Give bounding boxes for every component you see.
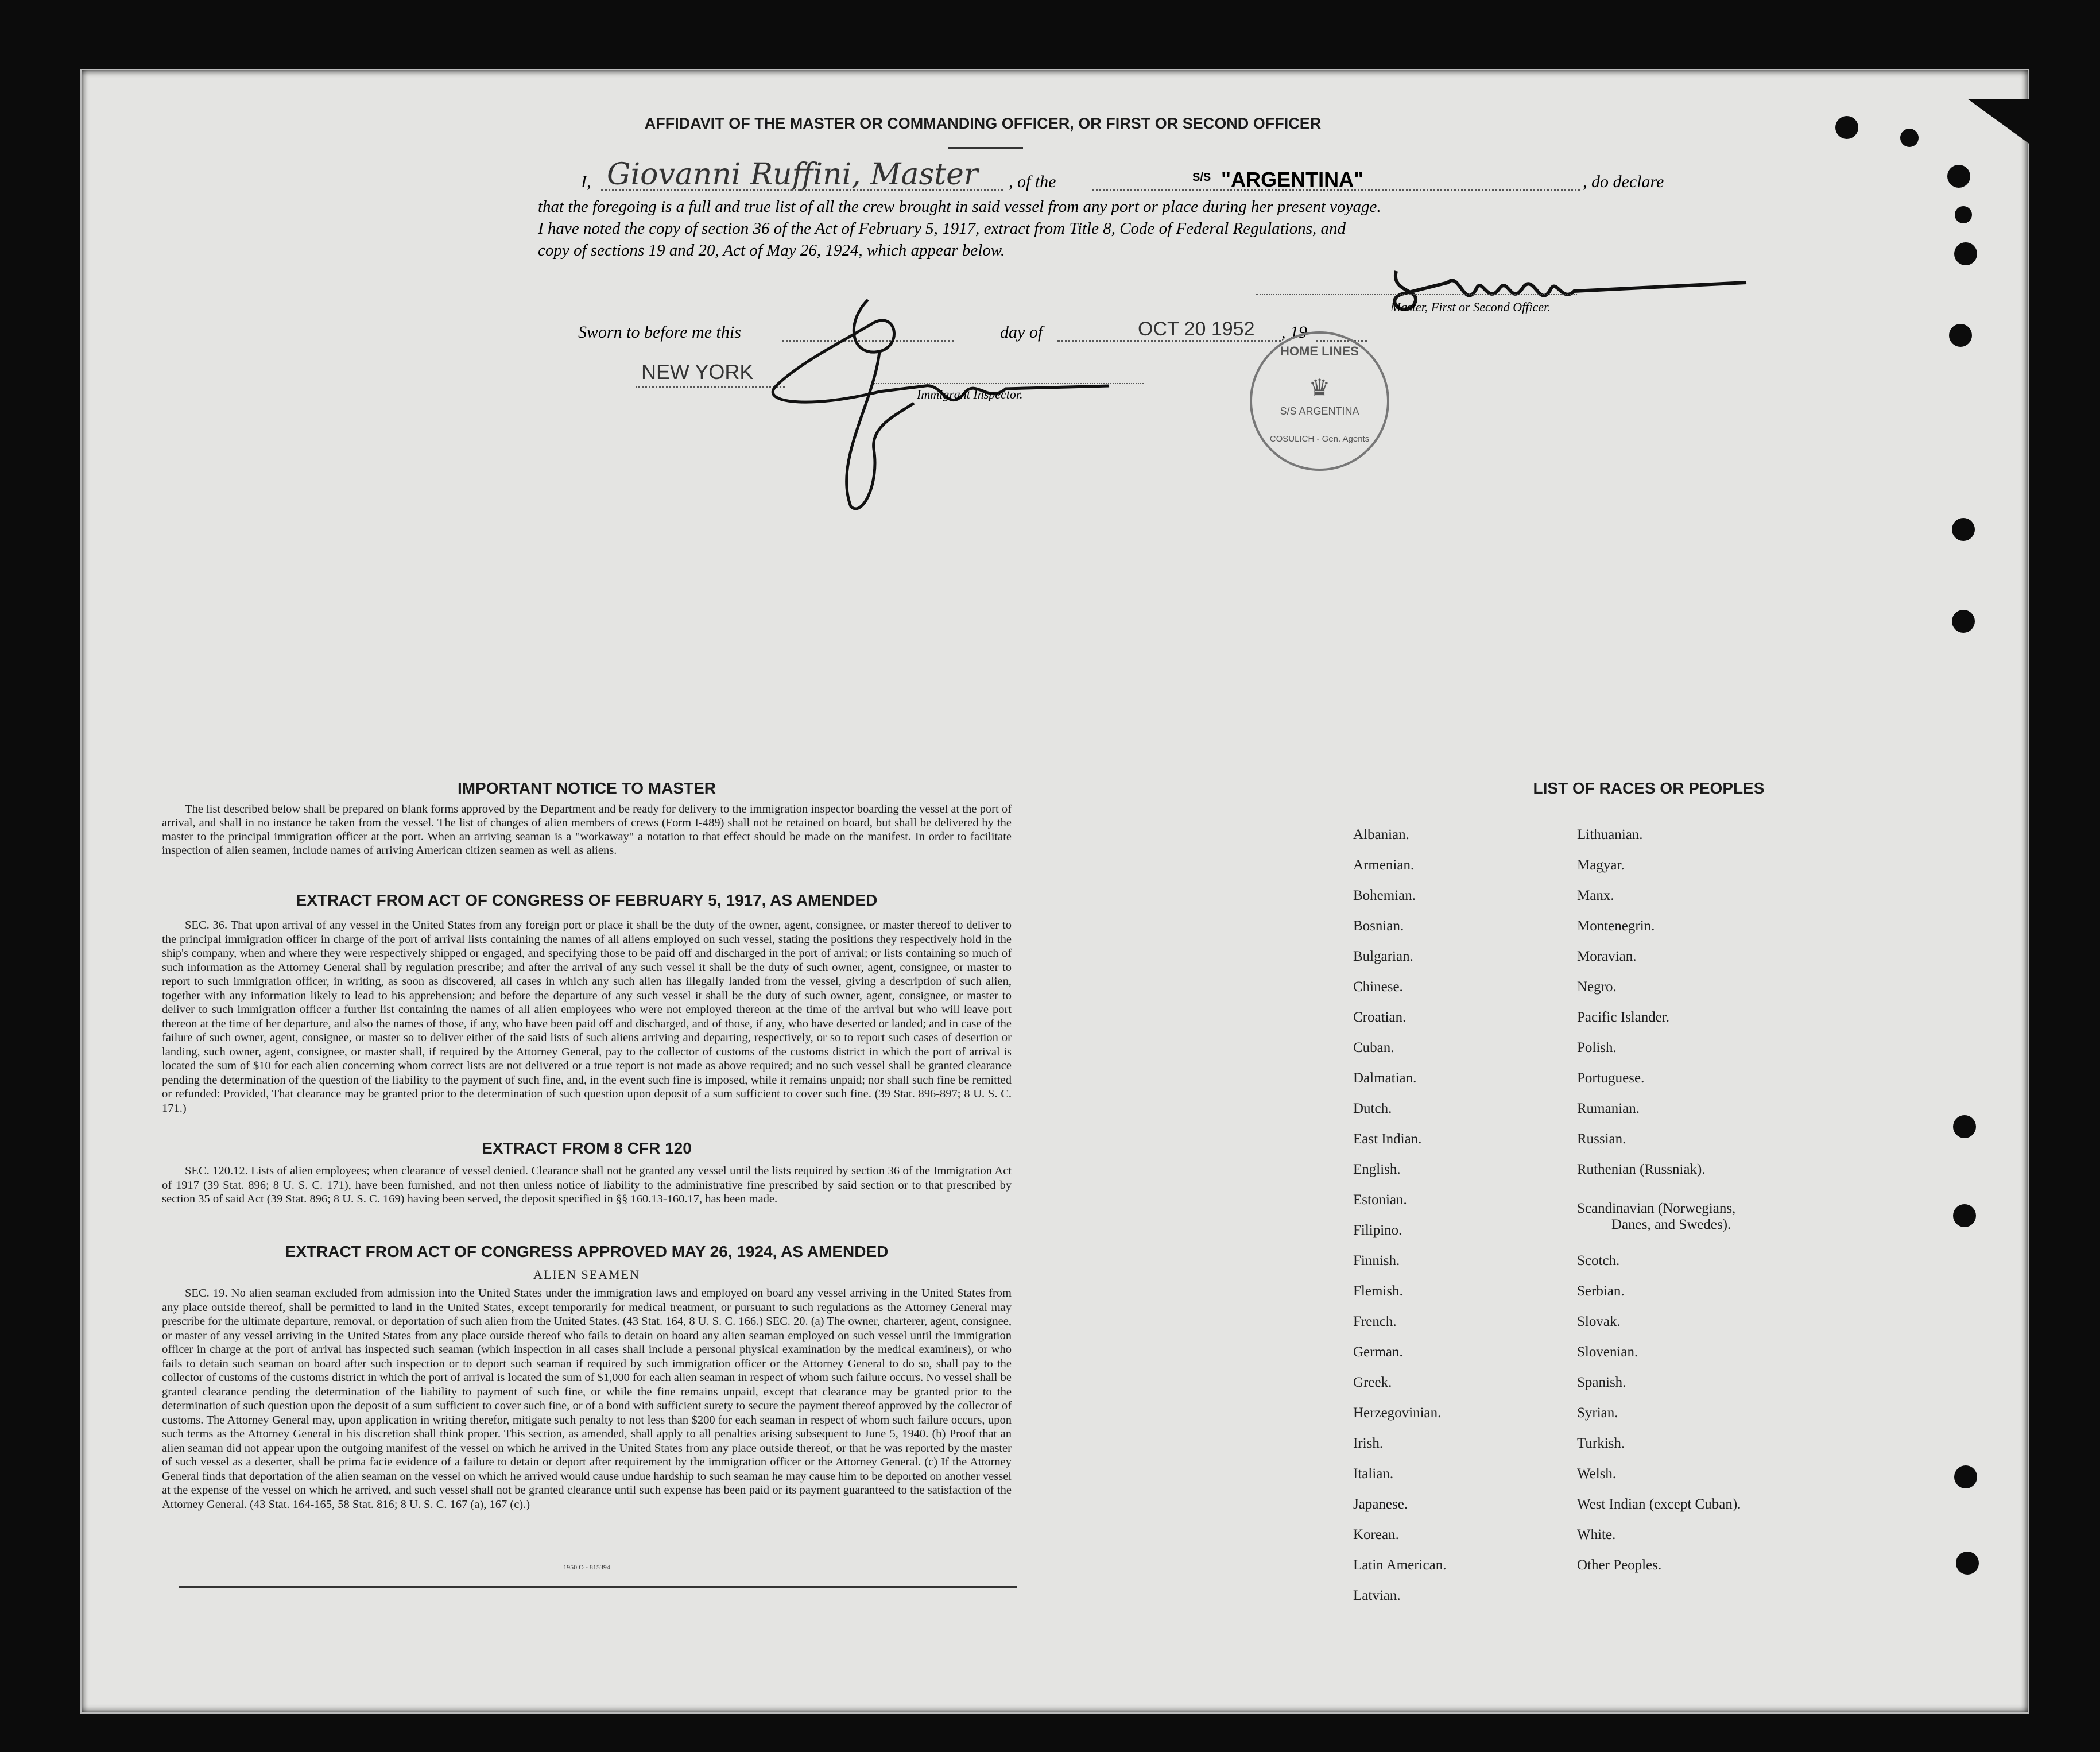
races-title: LIST OF RACES OR PEOPLES [1533, 779, 1765, 797]
race-left-item: Latvian. [1353, 1588, 1401, 1603]
race-right-item: Montenegrin. [1577, 918, 1655, 934]
stamp-bottom-text: COSULICH - Gen. Agents [1269, 434, 1370, 444]
vessel-prefix: S/S [1192, 171, 1211, 184]
race-right-item: Slovenian. [1577, 1344, 1638, 1360]
race-left-item: Chinese. [1353, 979, 1403, 995]
pronoun: I, [581, 172, 591, 191]
extract-1924-subtitle: ALIEN SEAMEN [533, 1267, 640, 1282]
race-left-item: Finnish. [1353, 1253, 1400, 1268]
punch-hole [1952, 610, 1975, 633]
punch-hole [1954, 1465, 1977, 1488]
race-right-item: Slovak. [1577, 1314, 1621, 1329]
race-left-item: Filipino. [1353, 1223, 1402, 1238]
master-name-line [601, 189, 1003, 191]
race-left-item: Armenian. [1353, 857, 1415, 873]
punch-hole [1954, 242, 1977, 265]
place-line [636, 386, 785, 388]
race-left-item: Cuban. [1353, 1040, 1394, 1055]
master-signature-line [1256, 294, 1577, 295]
title-rule [948, 147, 1023, 149]
extract-1917-body: SEC. 36. That upon arrival of any vessel in the United States from any foreign port or place it shall be the duty of the owner, agent, consignee, or master thereof to deliver to the principal immigration officer in charge of the port of arrival lists containing the names of all aliens employed on such vessel, stating the positions they respectively hold in the ship's company, when and where they were respectively shipped or engaged, and specifying those to be paid off and discharged in the port of arrival; or lists containing so much of such information as the Attorney General shall by regulation prescribe; and after the arrival of any such vessel it shall be the duty of such owner, agent, consignee, or master to report to such immigration officer, in writing, as soon as discovered, all cases in which any such alien has illegally landed from the vessel, giving a description of such alien, together with any information likely to lead to his apprehension; and before the departure of any such vessel it shall be the duty of such owner, agent, consignee, or master to deliver to such immigration officer a further list containing the names of all alien employees who were not employed thereon at the time of the arrival but who will leave port thereon at the time of her departure, and also the names of those, if any, who have been paid off and discharged, and of those, if any, who have deserted or landed; and in case of the failure of such owner, agent, consignee, or master so to deliver either of the said lists of such aliens arriving and departing, respectively, or so to report such cases of desertion or landing, such owner, agent, consignee, or master shall, if required by the Attorney General, pay to the collector of customs of the customs district in which the port of arrival is located the sum of $10 for each alien concerning whom correct lists are not delivered or a true report is not made as above required; and no such vessel shall be granted clearance pending the determination of the question of the liability to the payment of such fine, and, in the event such fine is imposed, while it remains unpaid; nor shall such fine be remitted or refunded: Provided, That clearance may be granted prior to the determination of such question upon deposit of a sum sufficient to cover such fine. (39 Stat. 896-897; 8 U. S. C. 171.) [162, 919, 1012, 1115]
punch-hole [1952, 518, 1975, 541]
punch-hole [1835, 116, 1858, 139]
race-right-item: Russian. [1577, 1131, 1626, 1147]
race-right-item: Magyar. [1577, 857, 1625, 873]
race-right-item: White. [1577, 1527, 1616, 1542]
race-right-item: Rumanian. [1577, 1101, 1640, 1116]
race-right-item: Spanish. [1577, 1375, 1626, 1390]
signature-caption: Master, First or Second Officer. [1390, 300, 1551, 314]
race-left-item: French. [1353, 1314, 1397, 1329]
race-right-item: Portuguese. [1577, 1070, 1645, 1086]
race-right-item: Turkish. [1577, 1436, 1625, 1451]
race-right-item: Pacific Islander. [1577, 1010, 1670, 1025]
bottom-rule [179, 1586, 1017, 1588]
race-left-item: German. [1353, 1344, 1403, 1360]
crown-icon: ♛ [1308, 376, 1331, 402]
race-left-item: Bulgarian. [1353, 949, 1413, 964]
extract-1924-body: SEC. 19. No alien seaman excluded from admission into the United States under the immigration laws and employed on board any vessel arriving in the United States from any place outside thereof, shall be permitted to land in the United States, except temporarily for medical treatment, or pursuant to such regulations as the Attorney General may prescribe for the ultimate departure, removal, or deportation of such alien from the United States. (43 Stat. 164, 8 U. S. C. 166.) SEC. 20. (a) The owner, charterer, agent, consignee, or master of any vessel arriving in the United States from any place outside thereof who fails to detain on board any alien seaman employed on such vessel until the immigration officer in charge at the port of arrival has inspected such seaman (which inspection in all cases shall include a personal physical examination by the medical examiners), or who fails to detain such seaman on board after such inspection or to deport such seaman if required by such immigration officer or the Attorney General to do so, shall pay to the collector of customs of the customs district in which the port of arrival is located the sum of $1,000 for each alien seaman in respect of whom such failure occurs. No vessel shall be granted clearance pending the determination of the liability to payment of such fine, or while the fine remains unpaid, except that clearance may be granted prior to the determination of such question upon the deposit of a sum sufficient to cover such fine, or of a bond with sufficient surety to secure the payment thereof approved by the collector of customs. The Attorney General may, upon application in writing therefor, mitigate such penalty to not less than $200 for each seaman in respect of whom such failure occurs, upon such terms as the Attorney General in his discretion shall think proper. This section, as amended, shall apply to all penalties arising subsequent to June 5, 1940. (b) Proof that an alien seaman did not appear upon the outgoing manifest of the vessel on which he arrived in the United States from any place outside thereof, or that he was reported by the master of such vessel as a deserter, shall be prima facie evidence of a failure to detain or deport after requirement by the immigration officer or the Attorney General. (c) If the Attorney General finds that deportation of the alien seaman on the vessel on which he arrived would cause undue hardship to such seaman he may cause him to be deported on another vessel at the expense of the vessel on which he arrived, and such vessel shall not be granted clearance until such expense has been paid or its payment guaranteed to the satisfaction of the Attorney General. (43 Stat. 164-165, 58 Stat. 816; 8 U. S. C. 167 (a), 167 (c).) [162, 1287, 1012, 1511]
race-right-item: Polish. [1577, 1040, 1617, 1055]
race-right-item: Scotch. [1577, 1253, 1620, 1268]
notice-title: IMPORTANT NOTICE TO MASTER [457, 779, 716, 797]
inspector-caption: Immigrant Inspector. [917, 387, 1023, 401]
master-name: Giovanni Ruffini, Master [607, 157, 978, 192]
declaration-line-1: that the foregoing is a full and true list of all the crew brought in said vessel from any port or place during her present voyage. [538, 198, 1381, 216]
notice-body: The list described below shall be prepared on blank forms approved by the Department and be ready for delivery to the immigration inspector boarding the vessel at the port of arrival, and shall in no instance be taken from the vessel. The list of changes of alien members of crews (Form I-489) shall not be retained on board, but shall be delivered by the master to the principal immigration officer at the port. When an arriving seaman is a "workaway" a notation to that effect should be made on the manifest. In order to facilitate inspection of alien seamen, include names of arriving American citizen seamen as well as aliens. [162, 803, 1012, 857]
extract-8cfr-body: SEC. 120.12. Lists of alien employees; when clearance of vessel denied. Clearance shall not be granted any vessel until the lists required by section 36 of the Immigration Act of 1917 (39 Stat. 896; 8 U. S. C. 171), have been furnished, and not then unless notice of liability to the administrative fine prescribed by said section or to that prescribed by section 35 of said Act (39 Stat. 896; 8 U. S. C. 169) having been served, the deposit specified in §§ 160.13-160.17, has been made. [162, 1165, 1012, 1205]
of-the-label: , of the [1009, 172, 1056, 191]
vessel-name: "ARGENTINA" [1221, 168, 1364, 191]
race-left-item: Bohemian. [1353, 888, 1416, 903]
race-left-item: Bosnian. [1353, 918, 1404, 934]
race-left-item: Irish. [1353, 1436, 1384, 1451]
race-right-item: Negro. [1577, 979, 1617, 995]
extract-1924-title: EXTRACT FROM ACT OF CONGRESS APPROVED MAY 26, 1924, AS AMENDED [285, 1243, 889, 1260]
declaration-line-3: copy of sections 19 and 20, Act of May 26, 1924, which appear below. [538, 241, 1005, 260]
day-of-label: day of [1000, 323, 1043, 342]
inspector-line [874, 383, 1144, 384]
punch-hole [1947, 165, 1970, 188]
document-page [80, 69, 2029, 1714]
race-left-item: Dalmatian. [1353, 1070, 1417, 1086]
sworn-label: Sworn to before me this [578, 323, 741, 342]
punch-hole [1949, 324, 1972, 347]
extract-8cfr-title: EXTRACT FROM 8 CFR 120 [482, 1139, 692, 1157]
race-left-item: Flemish. [1353, 1283, 1403, 1299]
printer-mark: 1950 O - 815394 [563, 1563, 610, 1571]
race-left-item: Japanese. [1353, 1496, 1408, 1512]
race-right-item: Lithuanian. [1577, 827, 1643, 842]
race-left-item: East Indian. [1353, 1131, 1422, 1147]
race-left-item: Dutch. [1353, 1101, 1392, 1116]
declaration-line-2: I have noted the copy of section 36 of the Act of February 5, 1917, extract from Title 8, Code of Federal Regulations, and [538, 219, 1346, 238]
race-left-item: Greek. [1353, 1375, 1392, 1390]
race-left-item: Latin American. [1353, 1557, 1447, 1573]
race-right-item: Scandinavian (Norwegians, [1577, 1201, 1736, 1216]
punch-hole [1953, 1204, 1976, 1227]
inspector-signature [765, 288, 1132, 518]
race-left-item: Croatian. [1353, 1010, 1407, 1025]
stamp-top-text: HOME LINES [1280, 344, 1359, 358]
race-right-item: Ruthenian (Russniak). [1577, 1162, 1706, 1177]
race-right-item: Other Peoples. [1577, 1557, 1662, 1573]
year-prefix: , 19 [1281, 323, 1307, 342]
date-stamp: OCT 20 1952 [1138, 318, 1255, 340]
race-right-item: Welsh. [1577, 1466, 1617, 1482]
race-right-item: Moravian. [1577, 949, 1637, 964]
race-right-item: West Indian (except Cuban). [1577, 1496, 1741, 1512]
punch-hole [1900, 129, 1919, 147]
company-stamp [1250, 331, 1389, 471]
stamp-mid-text: S/S ARGENTINA [1280, 405, 1359, 417]
do-declare-label: , do declare [1583, 172, 1664, 191]
extract-1917-title: EXTRACT FROM ACT OF CONGRESS OF FEBRUARY 5, 1917, AS AMENDED [296, 891, 878, 909]
punch-hole [1956, 1552, 1979, 1575]
race-right-item: Manx. [1577, 888, 1614, 903]
race-left-item: Estonian. [1353, 1192, 1407, 1208]
race-left-item: Italian. [1353, 1466, 1394, 1482]
race-right-item: Syrian. [1577, 1405, 1618, 1421]
race-right-item: Serbian. [1577, 1283, 1625, 1299]
race-left-item: English. [1353, 1162, 1401, 1177]
place-name: NEW YORK [641, 360, 754, 384]
punch-hole [1955, 206, 1972, 223]
affidavit-title: AFFIDAVIT OF THE MASTER OR COMMANDING OFFICER, OR FIRST OR SECOND OFFICER [644, 115, 1322, 132]
race-left-item: Herzegovinian. [1353, 1405, 1442, 1421]
torn-corner [1967, 99, 2031, 145]
race-right-item: Danes, and Swedes). [1611, 1217, 1731, 1232]
race-left-item: Albanian. [1353, 827, 1409, 842]
punch-hole [1953, 1115, 1976, 1138]
race-left-item: Korean. [1353, 1527, 1399, 1542]
